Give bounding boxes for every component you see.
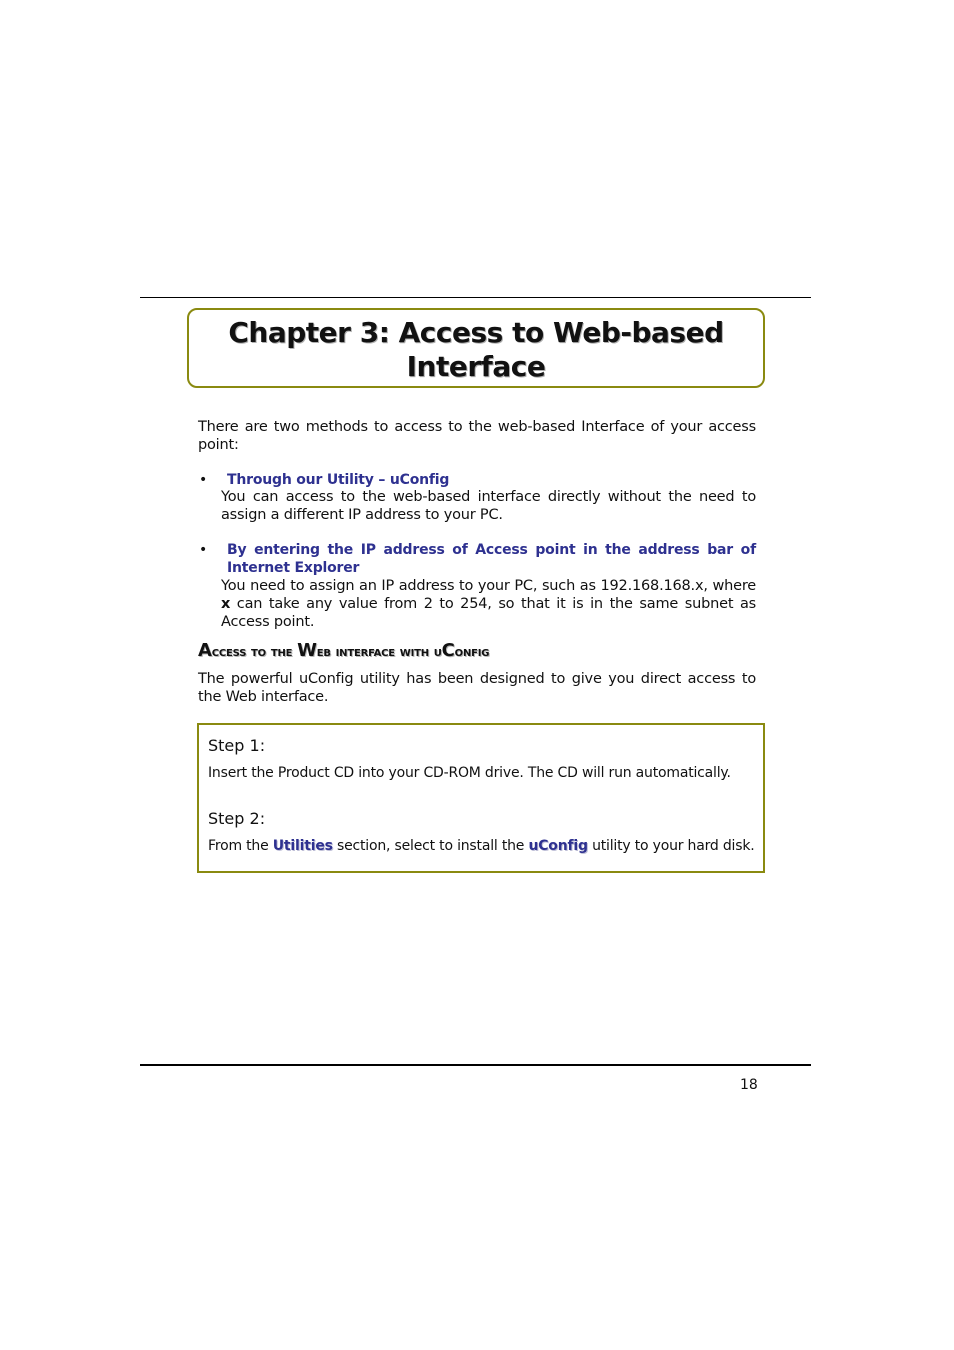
- step-text-part: section, select to install the: [332, 838, 529, 854]
- step-1-title: Step 1:: [208, 736, 266, 755]
- steps-box: [197, 723, 765, 873]
- step-1-text: Insert the Product CD into your CD-ROM drive. The CD will run automatically.: [208, 765, 731, 781]
- heading-cap: C: [441, 640, 455, 661]
- uconfig-highlight: uConfig: [528, 838, 588, 854]
- step-2-title: Step 2:: [208, 809, 266, 828]
- bullet-body-ip-address: [221, 577, 756, 631]
- top-rule: [140, 297, 811, 298]
- bullet-heading-ip-address: By entering the IP address of Access point in the address bar of Internet Explorer: [227, 542, 756, 576]
- chapter-title: [189, 316, 763, 384]
- step-text-part: utility to your hard disk.: [587, 838, 755, 854]
- chapter-title-line2: Interface: [406, 350, 546, 383]
- step-2-text: [208, 837, 754, 855]
- bullet-marker: •: [199, 472, 208, 488]
- bullet-heading-uconfig: Through our Utility – uConfig: [227, 472, 450, 488]
- bullet-body-text: can take any value from 2 to 254, so that it is in the same subnet as Access point.: [221, 596, 756, 630]
- heading-part: ccess to the: [211, 644, 298, 660]
- bullet-marker: •: [199, 542, 208, 558]
- chapter-title-box: [187, 308, 765, 388]
- bullet-body-uconfig: You can access to the web-based interface directly without the need to assign a different IP address to your PC.: [221, 489, 756, 523]
- bottom-rule: [140, 1064, 811, 1066]
- heading-part: eb interface with u: [316, 644, 442, 660]
- intro-paragraph: There are two methods to access to the web-based Interface of your access point:: [198, 419, 756, 453]
- section-description: The powerful uConfig utility has been designed to give you direct access to the Web interface.: [198, 671, 756, 705]
- bullet-body-text: You need to assign an IP address to your PC, such as 192.168.168.x, where: [221, 578, 756, 594]
- bullet-body-bold: x: [221, 596, 231, 612]
- page-number: 18: [740, 1077, 758, 1093]
- heading-part: onfig: [454, 644, 490, 660]
- heading-cap: W: [297, 640, 317, 661]
- heading-cap: A: [198, 640, 212, 661]
- section-heading: [198, 640, 489, 661]
- utilities-highlight: Utilities: [272, 838, 333, 854]
- chapter-title-line1: Chapter 3: Access to Web-based: [228, 316, 724, 349]
- step-text-part: From the: [208, 838, 273, 854]
